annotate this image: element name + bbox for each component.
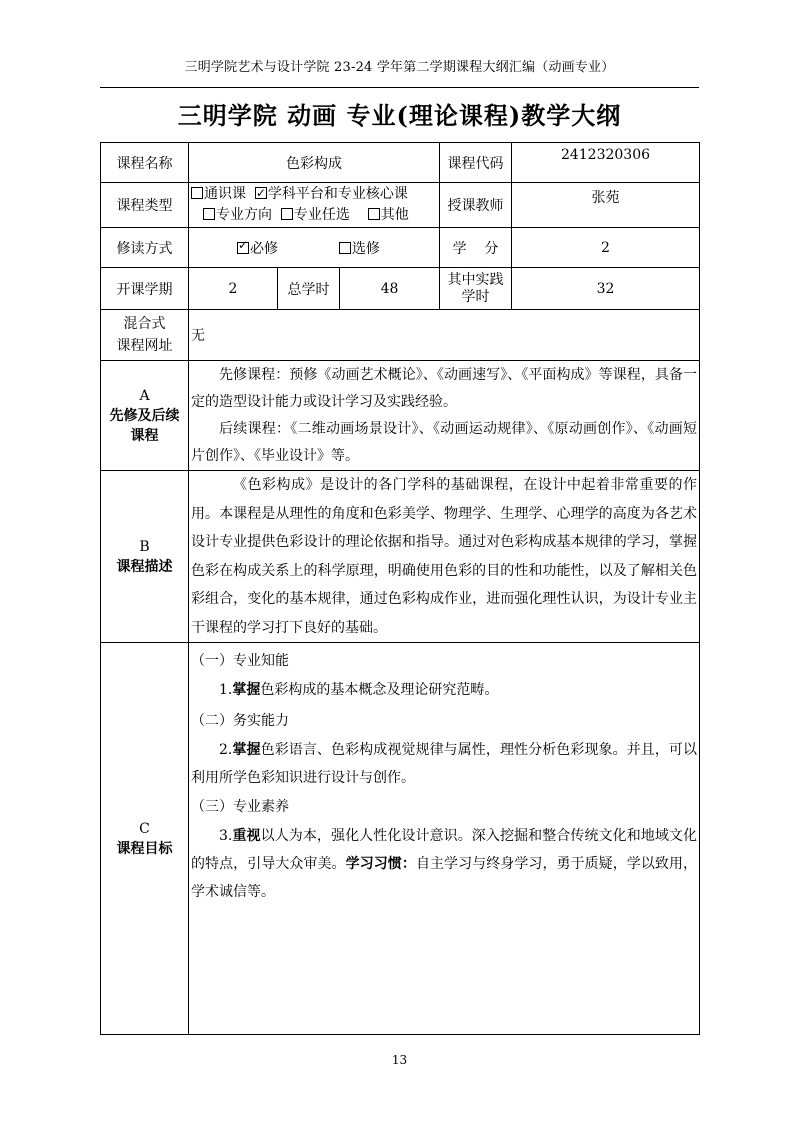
option-direction[interactable]: 专业方向 bbox=[203, 207, 272, 223]
course-type-label: 课程类型 bbox=[101, 183, 189, 228]
section-b-content bbox=[189, 471, 700, 643]
semester-label: 开课学期 bbox=[101, 268, 189, 310]
course-description-text: 《色彩构成》是设计的各门学科的基础课程，在设计中起着非常重要的作用。本课程是从理性的角度和色彩美学、物理学、生理学、心理学的高度为各艺术设计专业提供色彩设计的理论依据和指导。通过对色彩构成基本规律的学习，掌握色彩在构成关系上的科学原理，明确使用色彩的目的性和功能性，以及了解相关色彩组合，变化的基本规律，通过色彩构成作业，进而强化理性认识，为设计专业主干课程的学习打下良好的基础。 bbox=[191, 477, 697, 636]
teacher-label: 授课教师 bbox=[440, 183, 512, 228]
followup-text: 后续课程：《二维动画场景设计》、《动画运动规律》、《原动画创作》、《动画短片创作》、《毕业设计》等。 bbox=[191, 421, 697, 464]
checkbox-checked-icon bbox=[237, 242, 249, 254]
credit-label: 学 分 bbox=[440, 228, 512, 268]
goal-paragraph-3: 3.重视以人为本，强化人性化设计意识。深入挖掘和整合传统文化和地域文化的特点，引导大众审美。学习习惯：自主学习与终身学习，勇于质疑，学以致用，学术诚信等。 bbox=[191, 828, 698, 900]
option-optional[interactable]: 选修 bbox=[339, 241, 380, 257]
course-code-label: 课程代码 bbox=[440, 143, 512, 183]
practice-hours-label: 其中实践 学时 bbox=[440, 268, 512, 310]
study-mode-options bbox=[189, 228, 440, 268]
total-hours-label: 总学时 bbox=[278, 268, 340, 310]
course-name-value: 色彩构成 bbox=[189, 143, 440, 183]
goal-paragraph-2: 2.掌握色彩语言、色彩构成视觉规律与属性，理性分析色彩现象。并且，可以利用所学色彩知识进行设计与创作。 bbox=[191, 742, 698, 786]
goal-heading-2: （二）务实能力 bbox=[191, 713, 289, 729]
section-b-heading: B 课程描述 bbox=[101, 471, 189, 643]
header-rule bbox=[100, 87, 699, 88]
course-type-options bbox=[189, 183, 440, 228]
checkbox-icon bbox=[368, 208, 380, 220]
checkbox-icon bbox=[203, 208, 215, 220]
section-a-heading: A 先修及后续 课程 bbox=[101, 361, 189, 471]
course-code-value: 2412320306 bbox=[512, 143, 700, 183]
checkbox-icon bbox=[191, 187, 203, 199]
credit-value: 2 bbox=[512, 228, 700, 268]
course-name-label: 课程名称 bbox=[101, 143, 189, 183]
document-title: 三明学院 动画 专业(理论课程)教学大纲 bbox=[177, 101, 622, 130]
total-hours-value: 48 bbox=[340, 268, 440, 310]
option-general[interactable]: 通识课 bbox=[191, 186, 246, 202]
checkbox-icon bbox=[281, 208, 293, 220]
teacher-value: 张苑 bbox=[512, 183, 700, 228]
option-elective[interactable]: 专业任选 bbox=[281, 207, 350, 223]
page-number: 13 bbox=[391, 1053, 408, 1067]
prerequisite-text: 先修课程：预修《动画艺术概论》、《动画速写》、《平面构成》等课程，具备一定的造型设计能力或设计学习及实践经验。 bbox=[191, 367, 697, 410]
checkbox-checked-icon bbox=[255, 187, 267, 199]
hybrid-url-label: 混合式 课程网址 bbox=[101, 310, 189, 361]
syllabus-table bbox=[100, 142, 700, 1035]
practice-hours-value: 32 bbox=[512, 268, 700, 310]
page-header: 三明学院艺术与设计学院 23-24 学年第二学期课程大纲汇编（动画专业） bbox=[184, 60, 615, 75]
section-a-content bbox=[189, 361, 700, 471]
section-c-heading: C 课程目标 bbox=[101, 643, 189, 1035]
option-required[interactable]: ✓ 必修 bbox=[237, 241, 278, 257]
checkbox-icon bbox=[339, 242, 351, 254]
goal-heading-3: （三）专业素养 bbox=[191, 799, 289, 815]
option-other[interactable]: 其他 bbox=[368, 207, 409, 223]
semester-value: 2 bbox=[189, 268, 278, 310]
goal-heading-1: （一）专业知能 bbox=[191, 653, 289, 669]
hybrid-url-value: 无 bbox=[189, 310, 700, 361]
goal-paragraph-1: 1.掌握色彩构成的基本概念及理论研究范畴。 bbox=[219, 682, 499, 698]
option-core[interactable]: ✓ 学科平台和专业核心课 bbox=[255, 186, 408, 202]
section-c-content bbox=[189, 643, 700, 1035]
study-mode-label: 修读方式 bbox=[101, 228, 189, 268]
